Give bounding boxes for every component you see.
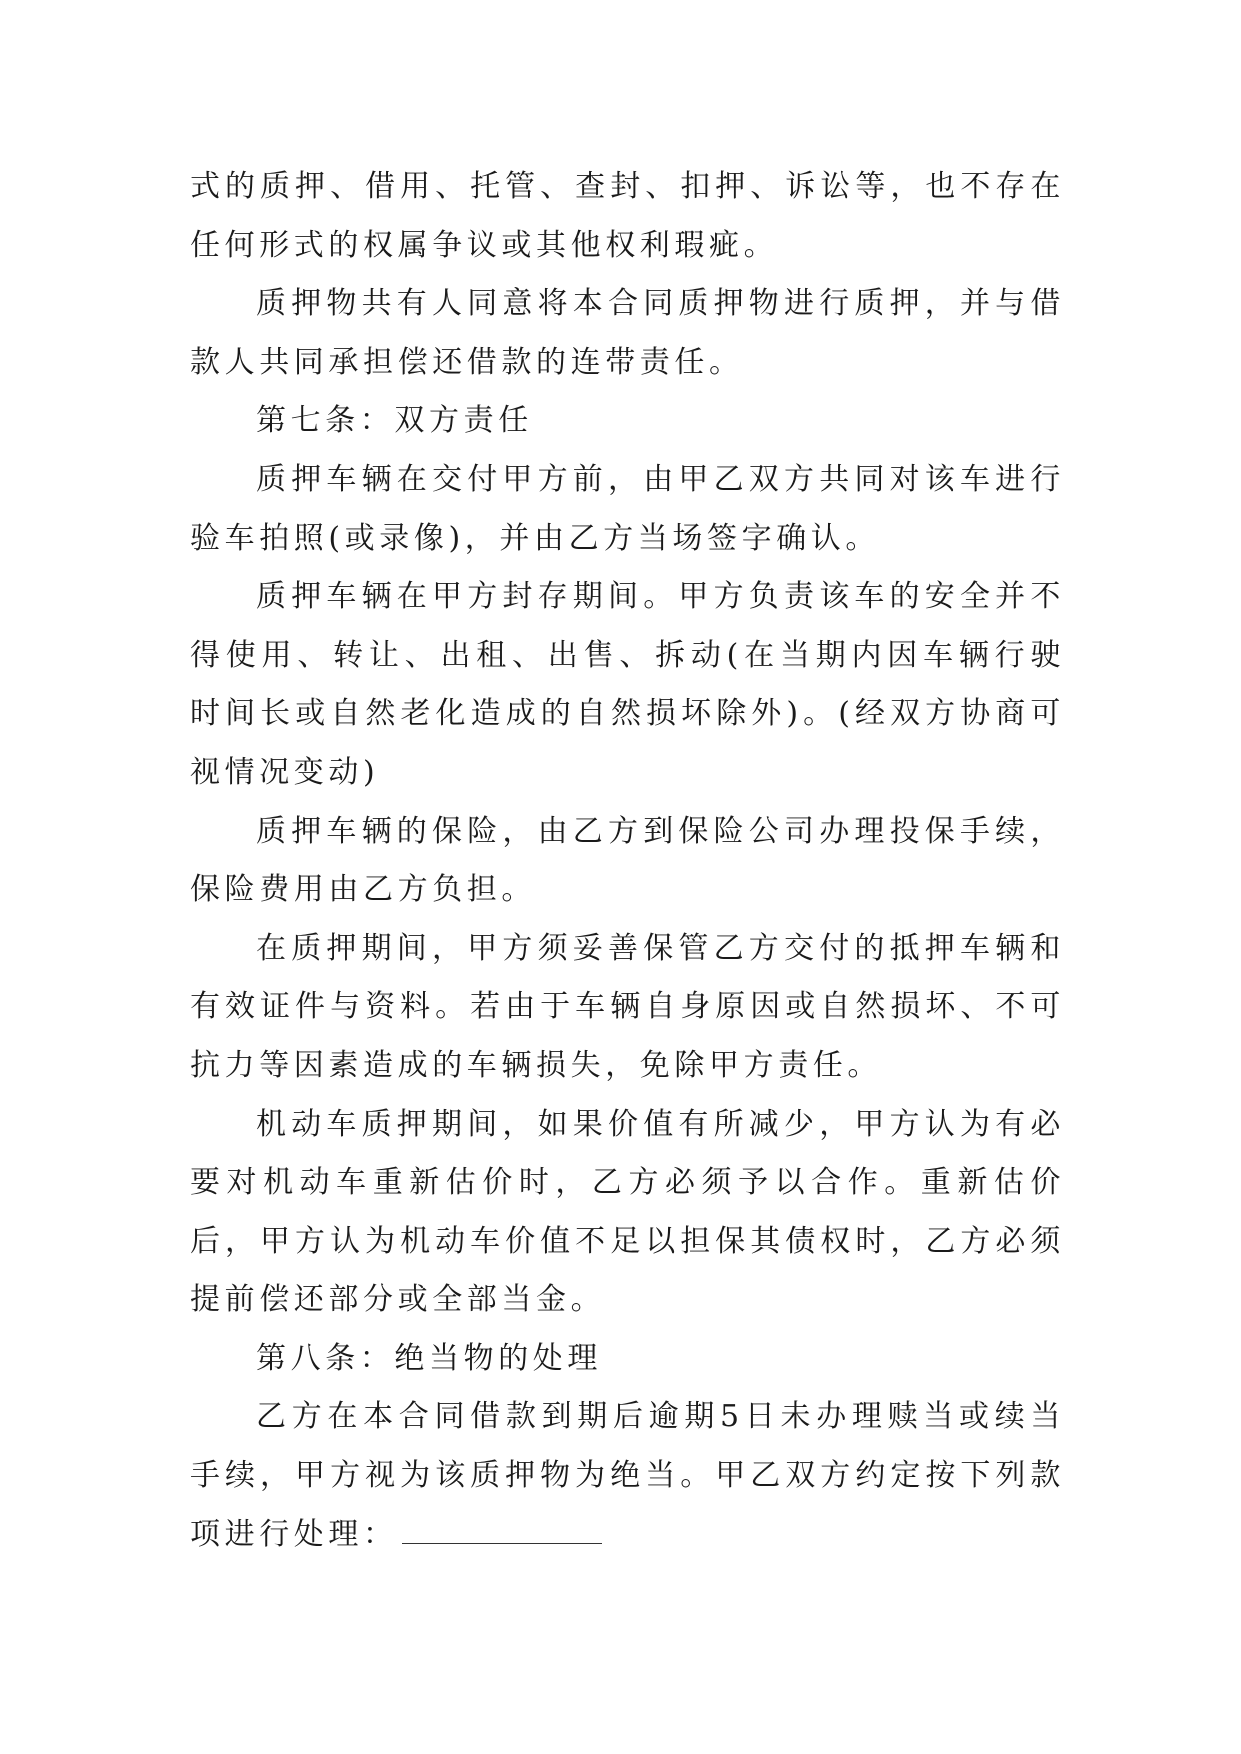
paragraph-co-owner-consent: 质押物共有人同意将本合同质押物进行质押，并与借款人共同承担偿还借款的连带责任。	[190, 286, 1065, 380]
paragraph-custody-liability: 在质押期间，甲方须妥善保管乙方交付的抵押车辆和有效证件与资料。若由于车辆自身原因或自然损坏、不可抗力等因素造成的车辆损失，免除甲方责任。	[190, 930, 1065, 1083]
fill-in-blank	[402, 1543, 602, 1544]
article-7-heading: 第七条：双方责任	[256, 403, 533, 439]
paragraph-forfeiture-handling	[190, 1388, 1065, 1564]
paragraph-vehicle-storage: 质押车辆在甲方封存期间。甲方负责该车的安全并不得使用、转让、出租、出售、拆动(在当期内因车辆行驶时间长或自然老化造成的自然损坏除外)。(经双方协商可视情况变动)	[190, 579, 1065, 790]
article-8-heading: 第八条：绝当物的处理	[256, 1340, 602, 1376]
paragraph-vehicle-insurance: 质押车辆的保险，由乙方到保险公司办理投保手续，保险费用由乙方负担。	[190, 813, 1065, 908]
document-page	[190, 158, 1065, 1564]
paragraph-vehicle-inspection: 质押车辆在交付甲方前，由甲乙双方共同对该车进行验车拍照(或录像)，并由乙方当场签字确认。	[190, 461, 1065, 556]
forfeiture-text: 乙方在本合同借款到期后逾期5日未办理赎当或续当手续，甲方视为该质押物为绝当。甲乙双方约定按下列款项进行处理：	[190, 1399, 1065, 1552]
paragraph-revaluation: 机动车质押期间，如果价值有所减少，甲方认为有必要对机动车重新估价时，乙方必须予以合作。重新估价后，甲方认为机动车价值不足以担保其债权时，乙方必须提前偿还部分或全部当金。	[190, 1106, 1065, 1318]
paragraph-pledge-status: 式的质押、借用、托管、查封、扣押、诉讼等，也不存在任何形式的权属争议或其他权利瑕疵。	[190, 169, 1065, 263]
